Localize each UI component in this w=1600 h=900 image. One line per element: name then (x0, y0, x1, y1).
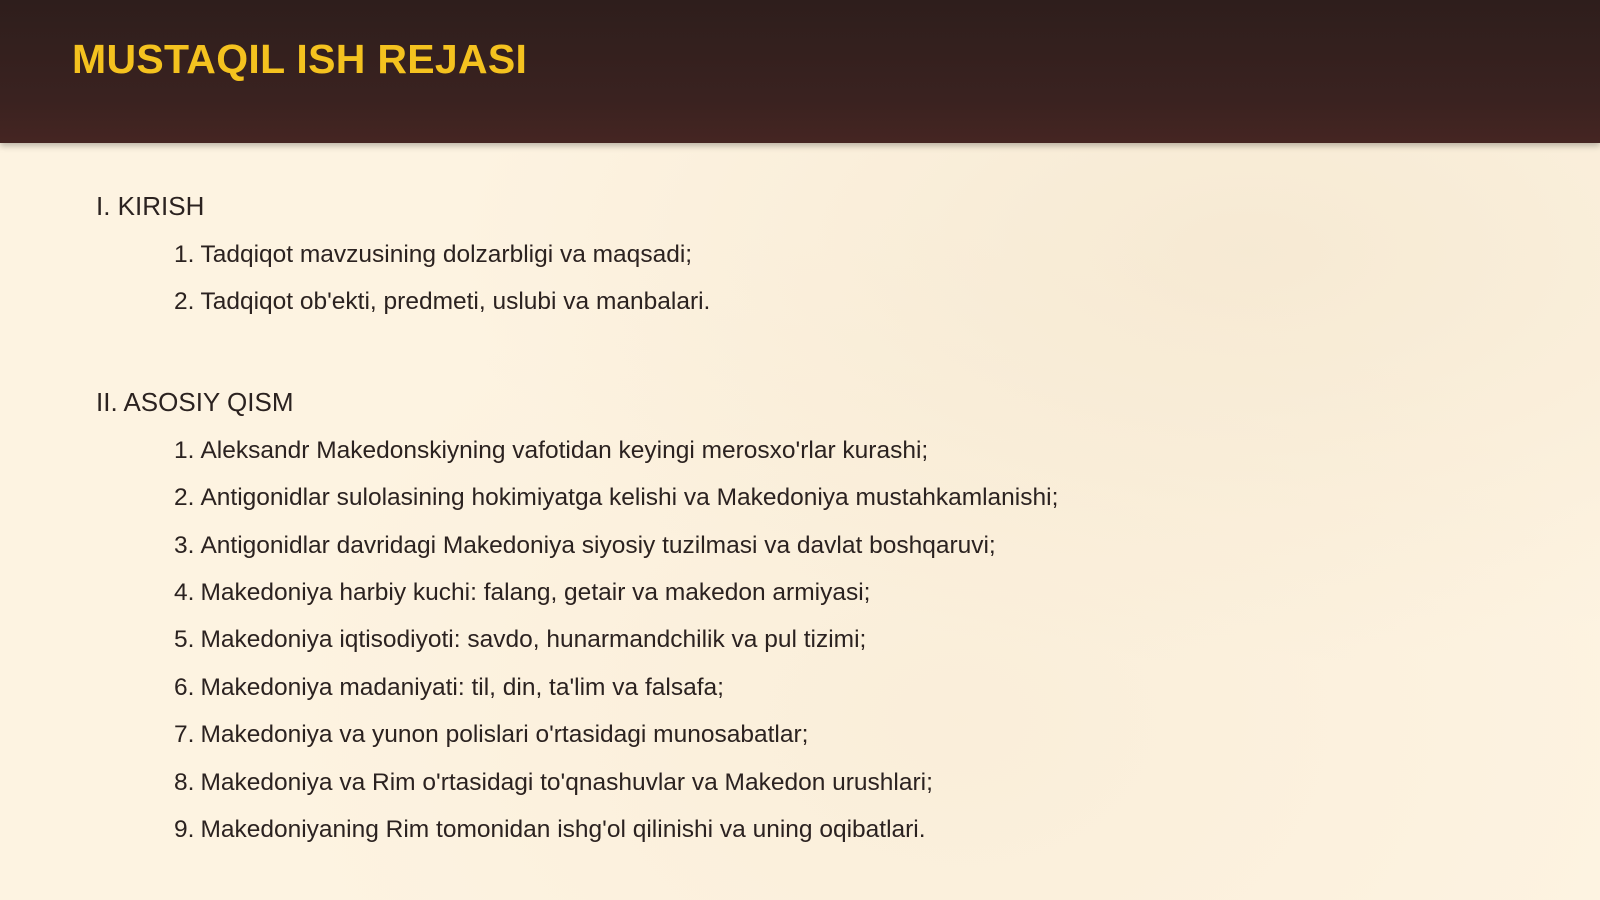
section-heading: II. ASOSIY QISM (96, 386, 294, 417)
section-list (96, 427, 1496, 854)
item-number: 1. (174, 436, 195, 464)
section-heading: I. KIRISH (96, 191, 205, 221)
item-text: Makedoniya madaniyati: til, din, ta'lim va falsafa; (200, 673, 724, 701)
item-number: 7. (174, 721, 195, 749)
section-list (96, 231, 1496, 326)
item-text: Tadqiqot ob'ekti, predmeti, uslubi va manbalari. (200, 288, 711, 316)
title-bar (0, 0, 1600, 143)
list-item (96, 711, 1496, 758)
item-text: Antigonidlar davridagi Makedoniya siyosiy tuzilmasi va davlat boshqaruvi; (200, 531, 996, 559)
slide-title: MUSTAQIL ISH REJASI (72, 36, 528, 82)
item-number: 6. (174, 673, 195, 701)
list-item (96, 616, 1496, 663)
list-item (96, 522, 1496, 569)
item-text: Tadqiqot mavzusining dolzarbligi va maqsadi; (200, 241, 693, 268)
plan-content (96, 186, 1496, 853)
item-number: 9. (174, 815, 195, 843)
item-number: 4. (174, 578, 195, 606)
section-introduction (96, 186, 1496, 326)
section-main-part (96, 382, 1496, 854)
item-text: Antigonidlar sulolasining hokimiyatga kelishi va Makedoniya mustahkamlanishi; (200, 484, 1059, 512)
list-item (96, 231, 1496, 278)
item-number: 3. (174, 531, 195, 559)
list-item (96, 474, 1496, 521)
list-item (96, 278, 1496, 325)
item-text: Makedoniyaning Rim tomonidan ishg'ol qilinishi va uning oqibatlari. (200, 815, 926, 843)
item-text: Makedoniya va Rim o'rtasidagi to'qnashuvlar va Makedon urushlari; (200, 768, 933, 796)
item-text: Makedoniya harbiy kuchi: falang, getair va makedon armiyasi; (200, 578, 871, 606)
item-text: Makedoniya va yunon polislari o'rtasidagi munosabatlar; (200, 721, 809, 749)
item-text: Makedoniya iqtisodiyoti: savdo, hunarmandchilik va pul tizimi; (200, 626, 867, 654)
list-item (96, 759, 1496, 806)
item-text: Aleksandr Makedonskiyning vafotidan keyingi merosxo'rlar kurashi; (200, 436, 929, 464)
item-number: 2. (174, 484, 195, 512)
item-number: 8. (174, 768, 195, 796)
list-item (96, 427, 1496, 474)
item-number: 1. (174, 241, 195, 268)
list-item (96, 569, 1496, 616)
list-item (96, 806, 1496, 853)
list-item (96, 664, 1496, 711)
section-spacer (96, 326, 1496, 382)
item-number: 5. (174, 626, 195, 654)
item-number: 2. (174, 288, 195, 316)
